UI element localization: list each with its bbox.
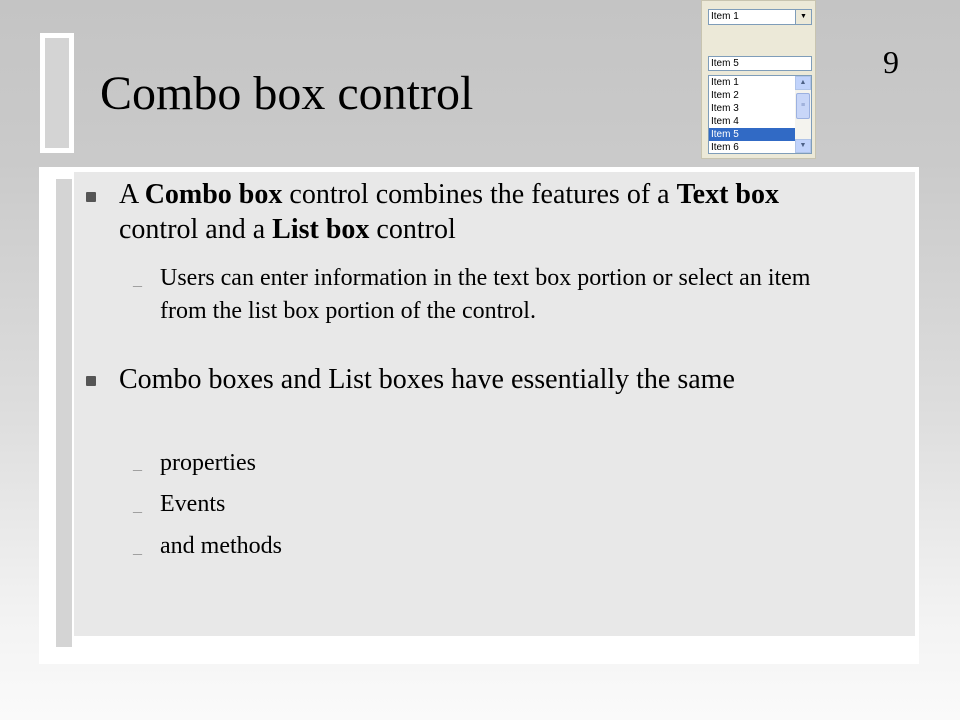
- content-accent-strip: [55, 178, 73, 648]
- sub-bullet-dash: –: [133, 275, 142, 295]
- sub-bullet-text: Events: [160, 491, 226, 517]
- title-accent-bar-inner: [45, 38, 69, 148]
- slide-number: 9: [883, 44, 899, 80]
- bullet-text: Combo boxes and List boxes have essentially the same: [119, 364, 735, 395]
- chevron-down-icon[interactable]: ▼: [795, 10, 811, 24]
- sub-bullet-text: Users can enter information in the text box portion or select an item from the list box portion of the control.: [160, 265, 811, 324]
- scroll-up-icon[interactable]: ▲: [795, 76, 811, 90]
- list-item[interactable]: Item 4: [711, 116, 739, 127]
- text-field-value: Item 5: [711, 58, 739, 69]
- list-item[interactable]: Item 1: [711, 77, 739, 88]
- bullet-square-icon: [86, 192, 98, 204]
- list-scrollbar[interactable]: [795, 76, 811, 153]
- sub-bullet-dash: –: [133, 459, 142, 479]
- sub-bullet-dash: –: [133, 543, 142, 563]
- list-item[interactable]: Item 6: [711, 142, 739, 153]
- combo-box-example: [701, 0, 816, 159]
- bullet-square-icon: [86, 376, 98, 388]
- list-item[interactable]: Item 3: [711, 103, 739, 114]
- scroll-thumb[interactable]: ≡: [796, 93, 810, 119]
- list-item-selected[interactable]: Item 5: [709, 128, 795, 141]
- scroll-down-icon[interactable]: ▼: [795, 139, 811, 153]
- dropdown-combo[interactable]: [708, 9, 812, 25]
- slide-title: Combo box control: [100, 67, 474, 120]
- dropdown-value: Item 1: [711, 11, 739, 22]
- list-item[interactable]: Item 2: [711, 90, 739, 101]
- combo-list-box[interactable]: [708, 75, 812, 154]
- bullet-text: A Combo box control combines the features of a Text box control and a List box control: [119, 179, 780, 245]
- sub-bullet-dash: –: [133, 501, 142, 521]
- combo-text-field[interactable]: [708, 56, 812, 71]
- sub-bullet-text: properties: [160, 450, 256, 476]
- sub-bullet-text: and methods: [160, 533, 282, 559]
